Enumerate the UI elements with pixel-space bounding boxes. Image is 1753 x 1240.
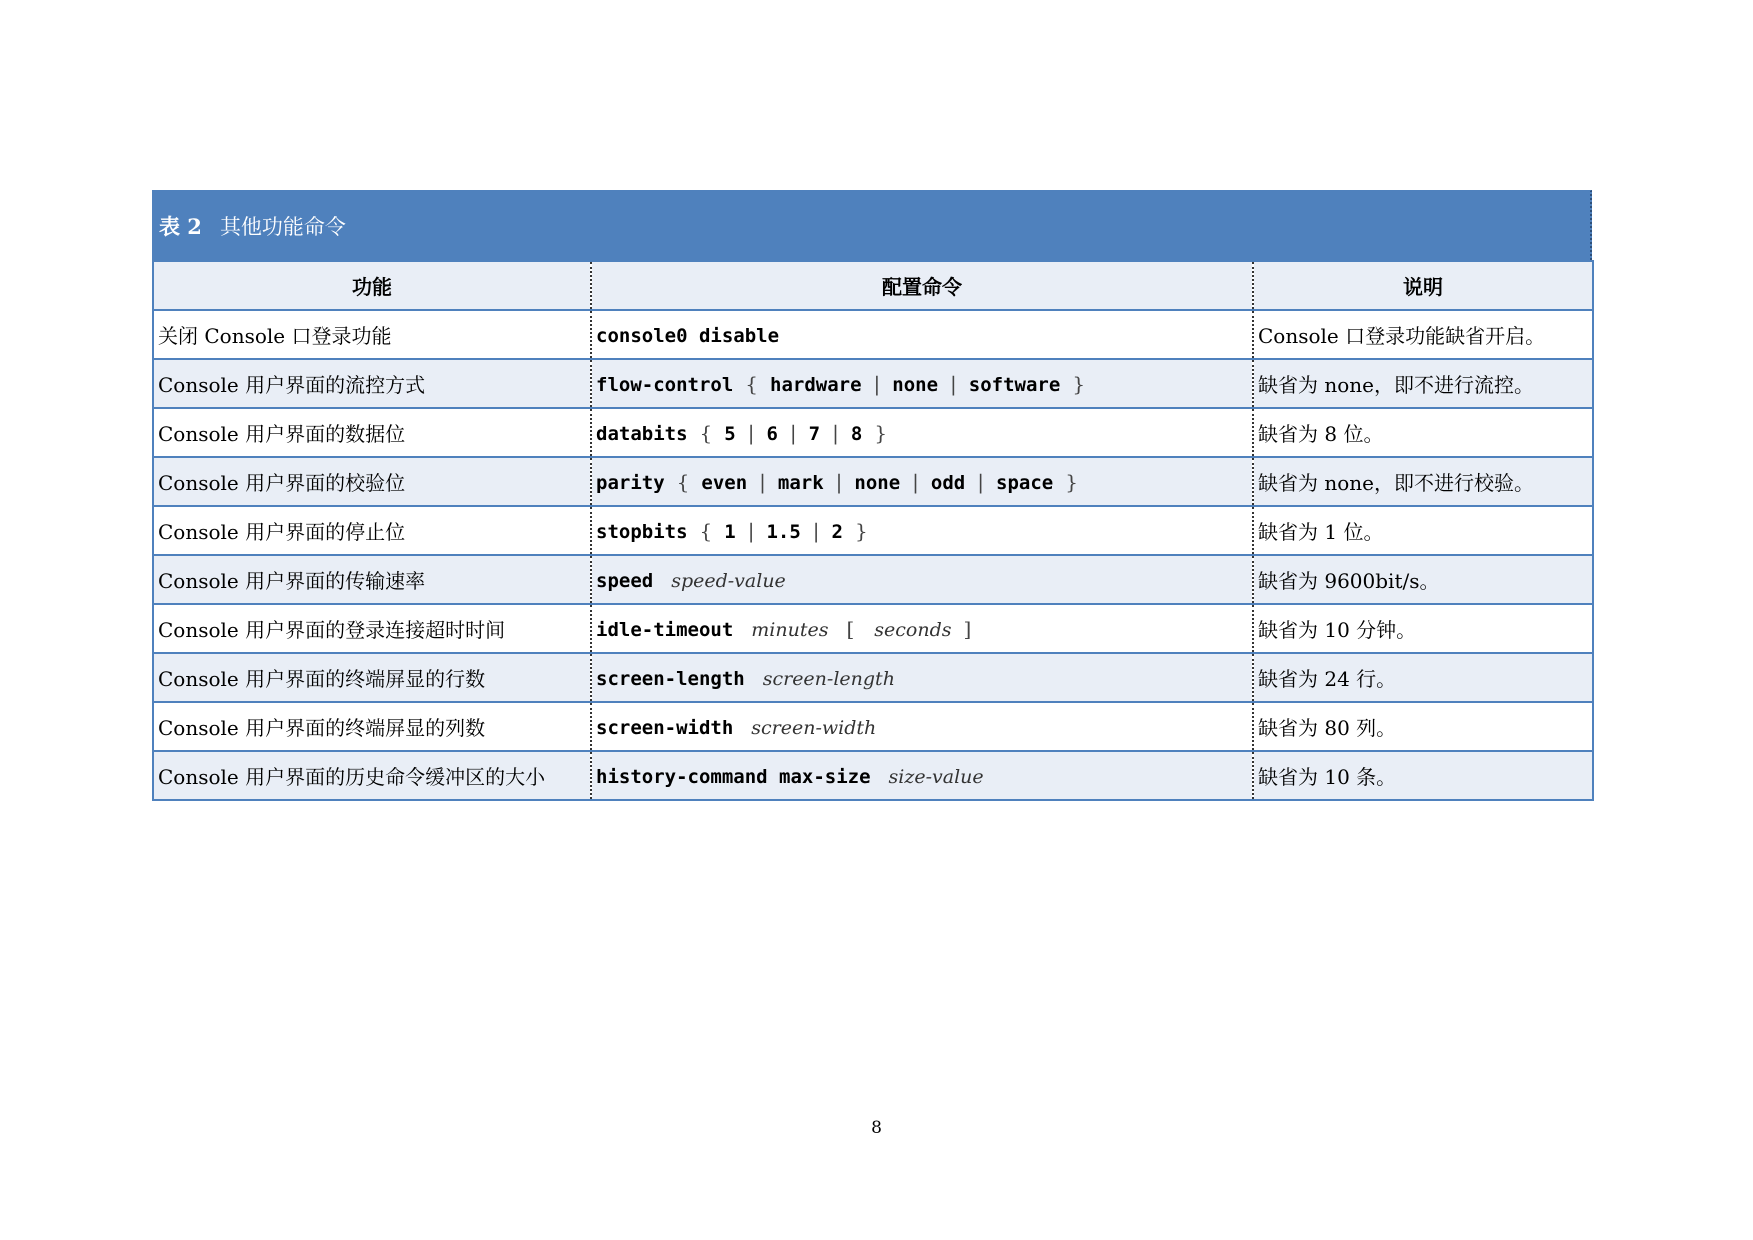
cell-function: Console 用户界面的传输速率: [153, 555, 591, 604]
cell-command: [591, 702, 1253, 751]
pipe-separator-symbol: |: [977, 469, 984, 494]
command-option: 8: [850, 422, 863, 445]
command-argument: screen-length: [762, 667, 895, 690]
cell-command: [591, 604, 1253, 653]
header-function: 功能: [153, 261, 591, 310]
table-row: [153, 457, 1593, 506]
cell-description: 缺省为 80 列。: [1253, 702, 1593, 751]
command-option: even: [701, 471, 748, 494]
command-keyword: stopbits: [596, 520, 688, 543]
command-option: none: [854, 471, 901, 494]
cell-description: 缺省为 8 位。: [1253, 408, 1593, 457]
command-option: none: [892, 373, 939, 396]
command-option: 5: [724, 422, 736, 445]
command-option: 1: [724, 520, 736, 543]
brace-open-symbol: {: [676, 469, 690, 494]
brace-open-symbol: {: [699, 518, 713, 543]
command-optional-argument: seconds: [874, 618, 952, 641]
command-keyword: parity: [596, 471, 665, 494]
command-keyword: speed: [596, 569, 654, 592]
table-caption-title: 其他功能命令: [219, 214, 346, 239]
cell-description: 缺省为 1 位。: [1253, 506, 1593, 555]
page-number: 8: [871, 1118, 882, 1138]
command-argument: size-value: [888, 765, 984, 788]
cell-function: Console 用户界面的流控方式: [153, 359, 591, 408]
command-argument: screen-width: [751, 716, 877, 739]
cell-function: Console 用户界面的终端屏显的列数: [153, 702, 591, 751]
command-option: mark: [777, 471, 824, 494]
table-caption: [152, 190, 1592, 260]
command-argument: minutes: [751, 618, 829, 641]
command-option: 2: [831, 520, 843, 543]
cell-description: 缺省为 none，即不进行流控。: [1253, 359, 1593, 408]
commands-table: [152, 260, 1594, 801]
command-keyword: databits: [596, 422, 688, 445]
cell-function: Console 用户界面的停止位: [153, 506, 591, 555]
command-keyword: history-command max-size: [596, 765, 871, 788]
bracket-close-symbol: ]: [963, 616, 972, 641]
table-row: [153, 310, 1593, 359]
cell-function: Console 用户界面的校验位: [153, 457, 591, 506]
command-argument: speed-value: [671, 569, 786, 592]
command-option: 6: [766, 422, 778, 445]
cell-command: [591, 555, 1253, 604]
cell-description: 缺省为 10 分钟。: [1253, 604, 1593, 653]
brace-open-symbol: {: [699, 420, 713, 445]
cell-command: [591, 751, 1253, 800]
pipe-separator-symbol: |: [812, 518, 820, 543]
cell-function: Console 用户界面的数据位: [153, 408, 591, 457]
table-body: [153, 310, 1593, 800]
command-option: software: [968, 373, 1061, 396]
table-row: [153, 506, 1593, 555]
header-command: 配置命令: [591, 261, 1253, 310]
table-row: [153, 653, 1593, 702]
table-header-row: [153, 261, 1593, 310]
pipe-separator-symbol: |: [759, 469, 766, 494]
cell-description: 缺省为 10 条。: [1253, 751, 1593, 800]
command-keyword: flow-control: [596, 373, 734, 396]
brace-close-symbol: }: [1065, 469, 1078, 494]
pipe-separator-symbol: |: [873, 371, 881, 396]
brace-close-symbol: }: [854, 518, 868, 543]
cell-description: 缺省为 none，即不进行校验。: [1253, 457, 1593, 506]
cell-description: 缺省为 9600bit/s。: [1253, 555, 1593, 604]
brace-close-symbol: }: [1072, 371, 1086, 396]
brace-open-symbol: {: [745, 371, 759, 396]
command-option: space: [996, 471, 1054, 494]
table-row: [153, 555, 1593, 604]
cell-function: Console 用户界面的历史命令缓冲区的大小: [153, 751, 591, 800]
command-option: 7: [808, 422, 821, 445]
command-option: hardware: [770, 373, 862, 396]
cell-function: Console 用户界面的登录连接超时时间: [153, 604, 591, 653]
table-row: [153, 604, 1593, 653]
table-row: [153, 359, 1593, 408]
command-keyword: console0 disable: [596, 324, 780, 347]
pipe-separator-symbol: |: [950, 371, 957, 396]
cell-command: [591, 457, 1253, 506]
pipe-separator-symbol: |: [747, 518, 755, 543]
cell-command: [591, 359, 1253, 408]
pipe-separator-symbol: |: [747, 420, 755, 445]
cell-command: [591, 506, 1253, 555]
table-row: [153, 702, 1593, 751]
cell-command: [591, 408, 1253, 457]
bracket-open-symbol: [: [846, 616, 855, 641]
header-description: 说明: [1253, 261, 1593, 310]
cell-function: 关闭 Console 口登录功能: [153, 310, 591, 359]
table-row: [153, 408, 1593, 457]
cell-description: 缺省为 24 行。: [1253, 653, 1593, 702]
brace-close-symbol: }: [874, 420, 888, 445]
table-caption-number: 表 2: [159, 213, 202, 239]
pipe-separator-symbol: |: [789, 420, 797, 445]
cell-command: [591, 310, 1253, 359]
commands-table-container: [152, 190, 1592, 801]
pipe-separator-symbol: |: [832, 420, 839, 445]
cell-description: Console 口登录功能缺省开启。: [1253, 310, 1593, 359]
command-keyword: screen-width: [596, 716, 734, 739]
command-keyword: idle-timeout: [596, 618, 734, 641]
pipe-separator-symbol: |: [912, 469, 919, 494]
cell-command: [591, 653, 1253, 702]
cell-function: Console 用户界面的终端屏显的行数: [153, 653, 591, 702]
command-option: odd: [930, 471, 966, 494]
table-row: [153, 751, 1593, 800]
command-keyword: screen-length: [596, 667, 745, 690]
command-option: 1.5: [766, 520, 801, 543]
pipe-separator-symbol: |: [835, 469, 843, 494]
